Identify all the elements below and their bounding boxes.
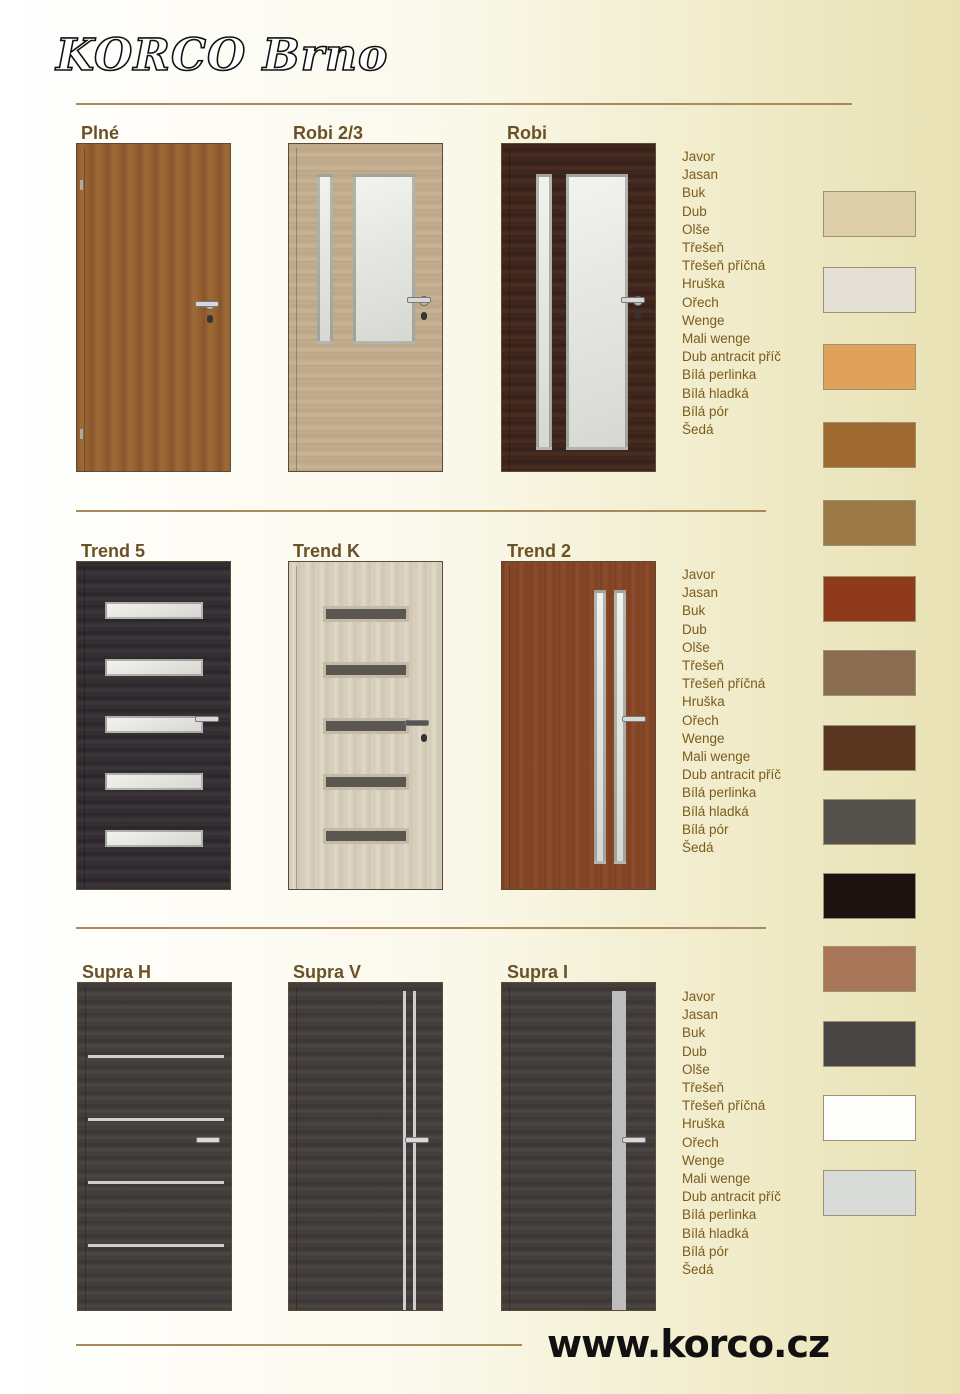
finish-swatch bbox=[823, 422, 916, 468]
header-divider bbox=[76, 103, 852, 105]
finish-item: Javor bbox=[682, 149, 716, 164]
finish-item: Buk bbox=[682, 185, 706, 201]
door-title-robi-2-3: Robi 2/3 bbox=[293, 123, 364, 143]
door-title-trend-5: Trend 5 bbox=[81, 541, 146, 561]
finish-list-1 bbox=[682, 148, 781, 439]
finish-item: Třešeň příčná bbox=[682, 676, 766, 692]
door-title-trend-2: Trend 2 bbox=[507, 541, 572, 561]
finish-item: Mali wenge bbox=[682, 331, 751, 347]
door-title-robi: Robi bbox=[507, 123, 547, 143]
finish-item: Bílá pór bbox=[682, 821, 729, 837]
finish-item: Mali wenge bbox=[682, 1171, 751, 1187]
finish-item: Ořech bbox=[682, 294, 719, 310]
door-image-robi-2-3 bbox=[288, 143, 443, 472]
finish-swatch bbox=[823, 191, 916, 237]
finish-list-2 bbox=[682, 566, 781, 857]
finish-swatch bbox=[823, 576, 916, 622]
finish-item: Třešeň příčná bbox=[682, 1098, 766, 1114]
door-image-supra-h bbox=[77, 982, 232, 1311]
finish-item: Bílá pór bbox=[682, 1243, 729, 1259]
finish-item: Dub antracit příč bbox=[682, 767, 782, 783]
finish-item: Bílá hladká bbox=[682, 803, 749, 819]
door-image-robi bbox=[501, 143, 656, 472]
finish-list-3 bbox=[682, 988, 781, 1279]
finish-item: Wenge bbox=[682, 730, 725, 746]
finish-item: Olše bbox=[682, 1061, 710, 1077]
finish-item: Javor bbox=[682, 989, 716, 1004]
finish-item: Ořech bbox=[682, 1134, 719, 1150]
finish-item: Jasan bbox=[682, 585, 719, 601]
finish-item: Bílá pór bbox=[682, 403, 729, 419]
finish-swatch bbox=[823, 267, 916, 313]
finish-item: Jasan bbox=[682, 1007, 719, 1023]
finish-swatch bbox=[823, 1021, 916, 1067]
finish-swatch bbox=[823, 344, 916, 390]
door-image-trend-k bbox=[288, 561, 443, 890]
finish-item: Třešeň příčná bbox=[682, 258, 766, 274]
finish-item: Jasan bbox=[682, 167, 719, 183]
finish-swatch bbox=[823, 1170, 916, 1216]
door-title-supra-h: Supra H bbox=[82, 962, 152, 982]
section-divider-2 bbox=[76, 927, 766, 929]
finish-item: Bílá hladká bbox=[682, 1225, 749, 1241]
door-image-supra-v bbox=[288, 982, 443, 1311]
door-image-supra-i bbox=[501, 982, 656, 1311]
finish-item: Wenge bbox=[682, 1152, 725, 1168]
finish-item: Dub bbox=[682, 203, 707, 219]
footer-divider bbox=[76, 1344, 522, 1346]
door-title-supra-v: Supra V bbox=[293, 962, 362, 982]
door-title-trend-k: Trend K bbox=[293, 541, 361, 561]
finish-swatch bbox=[823, 650, 916, 696]
website-link[interactable]: www.korco.cz bbox=[547, 1322, 830, 1366]
finish-item: Ořech bbox=[682, 712, 719, 728]
finish-item: Buk bbox=[682, 603, 706, 619]
door-image-trend-5 bbox=[76, 561, 231, 890]
finish-item: Třešeň bbox=[682, 658, 725, 674]
finish-item: Bílá hladká bbox=[682, 385, 749, 401]
finish-swatch bbox=[823, 946, 916, 992]
finish-item: Bílá perlinka bbox=[682, 1207, 757, 1223]
finish-item: Wenge bbox=[682, 312, 725, 328]
section-divider-1 bbox=[76, 510, 766, 512]
finish-item: Olše bbox=[682, 221, 710, 237]
finish-item: Buk bbox=[682, 1025, 706, 1041]
finish-item: Třešeň bbox=[682, 240, 725, 256]
finish-item: Hruška bbox=[682, 276, 725, 292]
finish-item: Hruška bbox=[682, 694, 725, 710]
finish-swatch bbox=[823, 500, 916, 546]
finish-item: Šedá bbox=[682, 840, 714, 856]
brand-logo: KORCO Brno bbox=[56, 30, 389, 81]
finish-swatch bbox=[823, 873, 916, 919]
finish-item: Dub bbox=[682, 1043, 707, 1059]
finish-item: Olše bbox=[682, 639, 710, 655]
finish-item: Třešeň bbox=[682, 1080, 725, 1096]
door-image-trend-2 bbox=[501, 561, 656, 890]
finish-swatch bbox=[823, 799, 916, 845]
door-image-plne bbox=[76, 143, 231, 472]
finish-item: Dub antracit příč bbox=[682, 349, 782, 365]
finish-item: Šedá bbox=[682, 422, 714, 438]
finish-item: Šedá bbox=[682, 1262, 714, 1278]
finish-swatch bbox=[823, 725, 916, 771]
finish-swatch bbox=[823, 1095, 916, 1141]
finish-item: Hruška bbox=[682, 1116, 725, 1132]
finish-item: Javor bbox=[682, 567, 716, 582]
finish-item: Mali wenge bbox=[682, 749, 751, 765]
finish-item: Dub antracit příč bbox=[682, 1189, 782, 1205]
door-title-supra-i: Supra I bbox=[507, 962, 569, 982]
finish-item: Bílá perlinka bbox=[682, 367, 757, 383]
door-title-plne: Plné bbox=[81, 123, 120, 143]
finish-item: Bílá perlinka bbox=[682, 785, 757, 801]
finish-item: Dub bbox=[682, 621, 707, 637]
